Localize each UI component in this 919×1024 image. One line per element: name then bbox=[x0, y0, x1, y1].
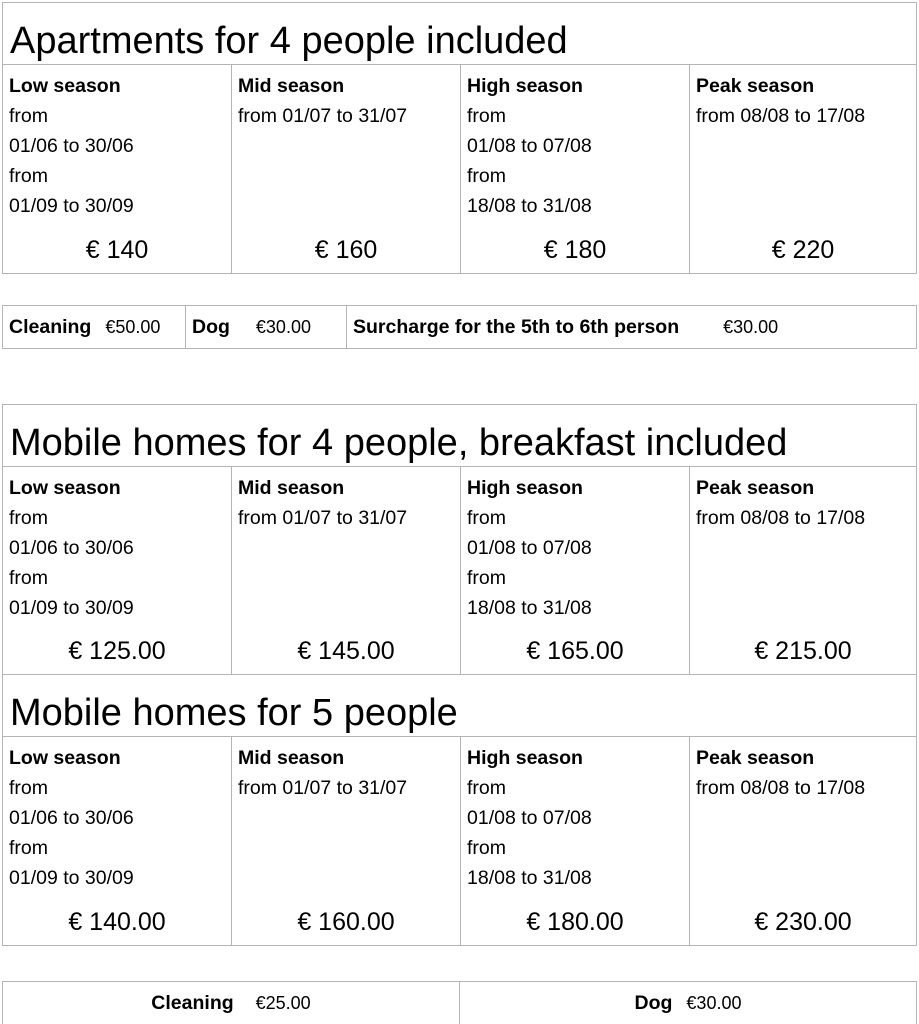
season-date-line: 01/06 to 30/06 bbox=[9, 135, 134, 157]
season-name: High season bbox=[467, 747, 583, 769]
season-date-line: from bbox=[467, 165, 506, 187]
season-price: € 140.00 bbox=[68, 908, 166, 936]
season-name: High season bbox=[467, 75, 583, 97]
season-date-line: from 01/07 to 31/07 bbox=[238, 777, 408, 799]
season-date-line: 01/06 to 30/06 bbox=[9, 537, 134, 559]
apartment-extras-row bbox=[2, 305, 917, 349]
season-date-line: 01/06 to 30/06 bbox=[9, 807, 134, 829]
mobile-homes-price-table bbox=[2, 404, 917, 946]
season-date-line: 01/09 to 30/09 bbox=[9, 867, 134, 889]
season-name: Mid season bbox=[238, 747, 345, 769]
season-cell-low bbox=[3, 737, 232, 945]
mobile5-title: Mobile homes for 5 people bbox=[3, 675, 916, 737]
season-cell-high bbox=[461, 65, 690, 273]
season-date-line: from 08/08 to 17/08 bbox=[696, 105, 866, 127]
surcharge-label: Surcharge for the 5th to 6th person bbox=[353, 315, 680, 338]
season-name: Peak season bbox=[696, 747, 815, 769]
season-date-line: from 01/07 to 31/07 bbox=[238, 507, 408, 529]
dog-fee-cell bbox=[460, 982, 916, 1024]
season-date-line: 01/08 to 07/08 bbox=[467, 807, 592, 829]
season-name: Low season bbox=[9, 75, 121, 97]
cleaning-price: €25.00 bbox=[255, 992, 311, 1013]
season-cell-low bbox=[3, 467, 232, 674]
season-cell-mid bbox=[232, 65, 461, 273]
cleaning-fee-cell bbox=[3, 982, 460, 1024]
season-date-line: from 08/08 to 17/08 bbox=[696, 777, 866, 799]
season-price: € 145.00 bbox=[297, 637, 395, 665]
season-price: € 230.00 bbox=[754, 908, 852, 936]
season-cell-peak bbox=[690, 737, 916, 945]
season-name: Peak season bbox=[696, 477, 815, 499]
cleaning-label: Cleaning bbox=[151, 991, 234, 1014]
season-cell-low bbox=[3, 65, 232, 273]
season-date-line: 18/08 to 31/08 bbox=[467, 867, 592, 889]
surcharge-price: €30.00 bbox=[723, 316, 779, 337]
season-date-line: 18/08 to 31/08 bbox=[467, 597, 592, 619]
season-name: High season bbox=[467, 477, 583, 499]
apartments-seasons bbox=[3, 65, 916, 273]
season-price: € 160.00 bbox=[297, 908, 395, 936]
cleaning-label: Cleaning bbox=[9, 315, 92, 338]
mobile5-seasons bbox=[3, 737, 916, 945]
dog-price: €30.00 bbox=[686, 992, 742, 1013]
season-price: € 180 bbox=[543, 236, 607, 264]
season-price: € 180.00 bbox=[526, 908, 624, 936]
season-price: € 165.00 bbox=[526, 637, 624, 665]
mobile4-seasons bbox=[3, 467, 916, 675]
season-name: Peak season bbox=[696, 75, 815, 97]
season-date-line: from bbox=[467, 777, 506, 799]
season-cell-high bbox=[461, 467, 690, 674]
surcharge-cell bbox=[347, 306, 916, 348]
season-date-line: from bbox=[9, 165, 48, 187]
season-date-line: from bbox=[467, 567, 506, 589]
season-name: Mid season bbox=[238, 75, 345, 97]
season-date-line: 01/09 to 30/09 bbox=[9, 195, 134, 217]
season-name: Mid season bbox=[238, 477, 345, 499]
season-date-line: 18/08 to 31/08 bbox=[467, 195, 592, 217]
season-date-line: from bbox=[467, 105, 506, 127]
season-name: Low season bbox=[9, 747, 121, 769]
season-price: € 140 bbox=[85, 236, 149, 264]
dog-fee-cell bbox=[186, 306, 347, 348]
dog-label: Dog bbox=[634, 991, 673, 1014]
season-date-line: from bbox=[9, 567, 48, 589]
season-date-line: from bbox=[9, 507, 48, 529]
season-cell-high bbox=[461, 737, 690, 945]
season-date-line: from bbox=[467, 837, 506, 859]
apartments-price-table bbox=[2, 2, 917, 274]
season-cell-mid bbox=[232, 737, 461, 945]
season-date-line: from bbox=[9, 777, 48, 799]
cleaning-fee-cell bbox=[3, 306, 186, 348]
season-cell-mid bbox=[232, 467, 461, 674]
season-cell-peak bbox=[690, 467, 916, 674]
season-date-line: from 08/08 to 17/08 bbox=[696, 507, 866, 529]
dog-price: €30.00 bbox=[255, 316, 311, 337]
season-date-line: 01/09 to 30/09 bbox=[9, 597, 134, 619]
apartments-title: Apartments for 4 people included bbox=[3, 3, 916, 65]
season-price: € 220 bbox=[771, 236, 835, 264]
mobile4-title: Mobile homes for 4 people, breakfast included bbox=[3, 405, 916, 467]
season-name: Low season bbox=[9, 477, 121, 499]
season-price: € 125.00 bbox=[68, 637, 166, 665]
season-date-line: from bbox=[9, 105, 48, 127]
season-price: € 215.00 bbox=[754, 637, 852, 665]
season-date-line: from 01/07 to 31/07 bbox=[238, 105, 408, 127]
dog-label: Dog bbox=[192, 315, 230, 338]
season-date-line: from bbox=[467, 507, 506, 529]
mobile-extras-row bbox=[2, 981, 917, 1024]
season-date-line: 01/08 to 07/08 bbox=[467, 537, 592, 559]
cleaning-price: €50.00 bbox=[105, 316, 161, 337]
season-date-line: from bbox=[9, 837, 48, 859]
season-date-line: 01/08 to 07/08 bbox=[467, 135, 592, 157]
season-cell-peak bbox=[690, 65, 916, 273]
season-price: € 160 bbox=[314, 236, 378, 264]
